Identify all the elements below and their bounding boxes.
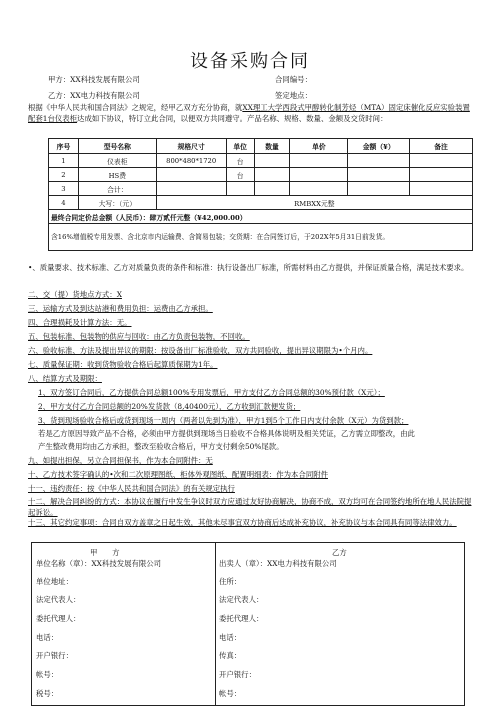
table-cell: 4	[49, 196, 79, 210]
table-cell	[290, 154, 348, 168]
clause-5: 五、包装标准、包装物的供应与回收：由乙方负责包装物，不回收。	[28, 332, 250, 341]
table-cell	[290, 182, 348, 196]
table-row	[49, 182, 473, 196]
party-b-header: 乙方	[332, 548, 347, 557]
right-field: 出卖人（章）：XX电力科技有限公司	[219, 559, 337, 568]
left-field: 法定代表人：	[36, 595, 81, 604]
table-cell	[348, 182, 410, 196]
hs-fee-label: HS费	[108, 171, 126, 180]
signature-block	[31, 542, 465, 706]
table-cell	[254, 182, 290, 196]
clause-6: 六、验收标准、方法及提出异议的期限：按设备出厂标准验收，双方共同验收，提出异议期限为•个月内。	[28, 346, 373, 355]
right-field: 电话：	[219, 633, 242, 642]
party-a-header: 甲 方	[90, 548, 120, 557]
table-cell: 2	[49, 168, 79, 182]
left-field: 单位名称（章）：XX科技发展有限公司	[36, 559, 162, 568]
contract-number-label: 合同编号：	[275, 75, 312, 84]
left-field: 税号：	[36, 689, 59, 698]
table-header-cell: 金额（¥）	[348, 139, 410, 154]
right-field: 传真：	[219, 651, 242, 660]
clause-11: 十一、违约责任：按《中华人民共和国合同法》的有关规定执行	[28, 484, 235, 493]
clause-8-item-3: 3、货到现场验收合格后或货到现场一周内（两者以先到为准），甲方1到5个工作日内支付余款（X元）为货到款；	[38, 416, 409, 425]
table-cell: 仪表柜	[78, 154, 156, 168]
left-field: 电话：	[36, 633, 59, 642]
right-field: 住所：	[219, 577, 242, 586]
table-cell	[410, 154, 473, 168]
table-cell: 合计：	[78, 182, 156, 196]
right-field: 委托代理人：	[219, 614, 264, 623]
items-table	[48, 138, 473, 251]
table-header-row	[49, 139, 473, 154]
intro-part3: 达成如下协议，特订立此合同，以便双方共同遵守。产品名称、规格、数量、金额及交货时间：	[77, 113, 388, 123]
table-cell	[156, 168, 226, 182]
clause-8: 八、结算方式及期限：	[28, 374, 102, 383]
clause-8-item-3-cont2: 产生整改费用均由乙方承担，整改至验收合格后，甲方支付剩余50%尾款。	[38, 442, 284, 451]
right-field: 法定代表人：	[219, 595, 264, 604]
clause-1: •、质量要求、技术标准、乙方对质量负责的条件和标准：执行设备出厂标准，所需材料由乙方提供，并保证质量合格，满足技术要求。	[28, 263, 469, 272]
table-header-cell: 规格尺寸	[156, 139, 226, 154]
table-row	[49, 154, 473, 168]
right-field: 开户银行：	[219, 670, 256, 679]
clause-9: 九、如提出担保，另立合同担保书，作为本合同附件：无	[28, 456, 213, 465]
signature-divider	[215, 543, 216, 705]
clause-13: 十三、其它约定事项：合同自双方盖章之日起生效，其他未尽事宜双方协商后达成补充协议，补充协议与本合同具有同等法律效力。	[28, 518, 457, 527]
table-cell	[348, 154, 410, 168]
sign-place-label: 签定地点：	[275, 91, 312, 100]
intro-project-name: XX理工大学西段式甲醇转化制芳烃（MTA）固定床催化反应实验装置配套1台仪表柜	[28, 103, 470, 123]
table-row	[49, 210, 473, 224]
table-cell	[254, 168, 290, 182]
intro-paragraph	[28, 103, 474, 124]
table-header-cell: 型号名称	[78, 139, 156, 154]
table-header-cell: 单价	[290, 139, 348, 154]
table-cell: 台	[226, 168, 254, 182]
clause-4: 四、合理损耗及计算方法：无。	[28, 318, 132, 327]
left-field: 帐号：	[36, 670, 59, 679]
left-field: 单位地址：	[36, 577, 73, 586]
table-row	[49, 224, 473, 251]
clause-8-item-1: 1、双方签订合同后，乙方提供合同总额100%专用发票后，甲方支付乙方合同总额的30%预付款（X元）；	[38, 388, 385, 397]
table-cell: 1	[49, 154, 79, 168]
left-field: 委托代理人：	[36, 614, 81, 623]
table-cell: 大写：（元）	[78, 196, 156, 210]
party-b-line: 乙方：XX电力科技有限公司	[48, 91, 140, 100]
document-title: 设备采购合同	[190, 51, 310, 72]
table-cell	[226, 182, 254, 196]
clause-12: 十二、解决合同纠纷的方式：本协议在履行中发生争议时双方应通过友好协商解决，协商不成，双方均可在合同签约地所在地人民法院提起诉讼。	[28, 497, 472, 517]
amount-in-words-cell: RMBXX元整	[156, 196, 472, 210]
table-header-cell: 序号	[49, 139, 79, 154]
clause-8-item-2: 2、甲方支付乙方合同总额的20%发货款（8,40400元），乙方收到汇款便发货；	[38, 402, 301, 411]
left-field: 开户银行：	[36, 651, 73, 660]
table-cell	[290, 168, 348, 182]
table-cell: 3	[49, 182, 79, 196]
clause-3: 三、运输方式及到达站港和费用负担：运费由乙方承担。	[28, 304, 213, 313]
table-cell	[156, 182, 226, 196]
table-header-cell: 备注	[410, 139, 473, 154]
table-cell	[254, 154, 290, 168]
table-cell: 台	[226, 154, 254, 168]
table-header-cell: 数量	[254, 139, 290, 154]
intro-part1: 根据《中华人民共和国合同法》之规定，经甲乙双方充分协商，就	[28, 103, 243, 112]
table-cell	[78, 168, 156, 182]
table-cell	[348, 168, 410, 182]
table-row	[49, 168, 473, 182]
table-cell: 800*480*1720	[156, 154, 226, 168]
table-cell	[410, 168, 473, 182]
clause-10: 十、乙方技术签字确认的•次和二次原理图纸、柜体外观图纸、配置明细表：作为本合同附件	[28, 470, 328, 479]
party-a-line: 甲方：XX科技发展有限公司	[48, 75, 140, 84]
table-header-cell: 单位	[226, 139, 254, 154]
total-price-cell: 最终合同定价总金额（人民币）：肆万贰仟元整（¥42,000.00）	[49, 210, 473, 224]
right-field: 帐号：	[219, 689, 242, 698]
clause-2: 二、交（提）货地点方式：X	[28, 290, 122, 299]
table-cell	[410, 182, 473, 196]
clause-8-item-3-cont1: 若是乙方原因导致产品不合格，必须由甲方提供到现场当日验收不合格具体说明及相关凭证，乙方需立即整改，由此	[38, 429, 415, 438]
table-row	[49, 196, 473, 210]
delivery-terms-cell: 含16%增值税专用发票、含北京市内运输费、含简易包装；交货期：在合同签订后，于202X年5月31日前发货。	[49, 224, 473, 251]
clause-7: 七、质量保证期：收到货物验收合格后起算质保期为1年。	[28, 360, 218, 369]
